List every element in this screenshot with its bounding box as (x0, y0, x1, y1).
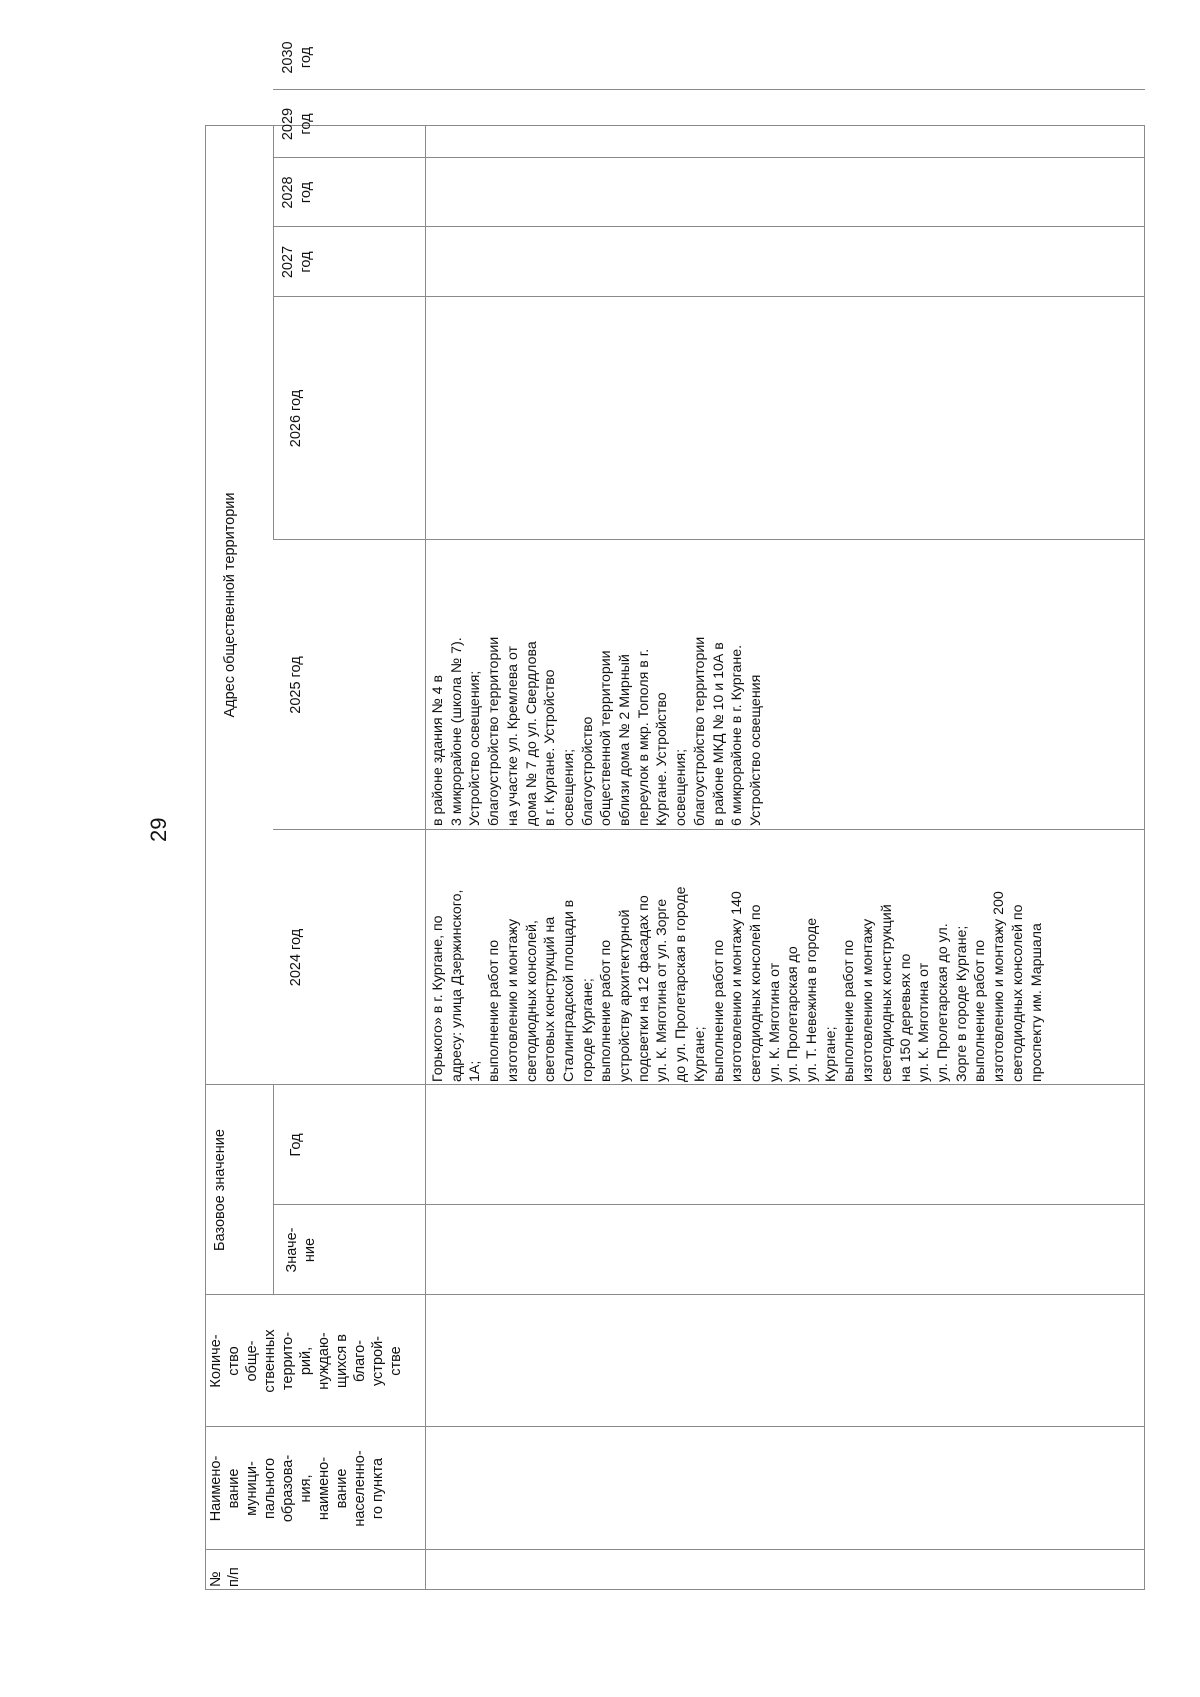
header-base-value: Базовое значение (212, 1129, 228, 1251)
header-territory-count: Количе- ство обще- ственных террито- рий, нуждаю- щихся в благо- устрой- стве (208, 1329, 404, 1393)
header-year: Год (288, 1133, 304, 1157)
header-row-bottom-line (425, 125, 426, 1590)
header-2029: 2029 год (280, 107, 314, 141)
cell-2024-text: Горького» в г. Кургане, по адресу: улица Дзержинского, 1А; выполнение работ по изготовлению и монтажу светодиодных консолей, световых конструкций на Сталинградской площади в городе Кургане; выполнение работ по устройству архитектурной подсветки на 12 фасадах по ул. К. Мяготина от ул. Зорге до ул. Пролетарская в городе Кургане; выполнение работ по изготовлению и монтажу 140 светодиодных консолей по ул. К. Мяготина от ул. Пролетарская до ул. Т. Невежина в городе Кургане; выполнение работ по изготовлению и монтажу светодиодных конструкций на 150 деревьях по ул. К. Мяготина от ул. Пролетарская до ул. Зорге в городе Кургане; выполнение работ по изготовлению и монтажу 200 светодиодных консолей по проспекту им. Маршала (430, 886, 1045, 1082)
header-municipality: Наимено- вание муници- пального образова- ния, наимено- вание населенно- го пункта (208, 1450, 386, 1527)
header-value: Значе- ние (284, 1227, 318, 1273)
header-2026: 2026 год (288, 389, 304, 448)
rotated-table (205, 41, 1145, 1590)
header-2027: 2027 год (280, 245, 314, 279)
header-address: Адрес общественной территории (222, 492, 238, 718)
page-number: 29 (146, 817, 171, 842)
header-2025: 2025 год (288, 656, 304, 714)
cell-2025-text: в районе здания № 4 в 3 микрорайоне (школа № 7). Устройство освещения; благоустройство территории на участке ул. Кремлева от дома № 7 до ул. Свердлова в г. Кургане. Устройство освещения; благоустройство общественной территории вблизи дома № 2 Мирный переулок в мкр. Тополя в г. Кургане. Устройство освещения; благоустройство территории в районе МКД № 10 и 10А в 6 микрорайоне в г. Кургане. Устройство освещения (430, 636, 764, 826)
header-num: № п/п (208, 1567, 242, 1587)
header-2028: 2028 год (280, 176, 314, 209)
header-2030: 2030 год (280, 41, 314, 74)
header-2024: 2024 год (288, 928, 304, 987)
